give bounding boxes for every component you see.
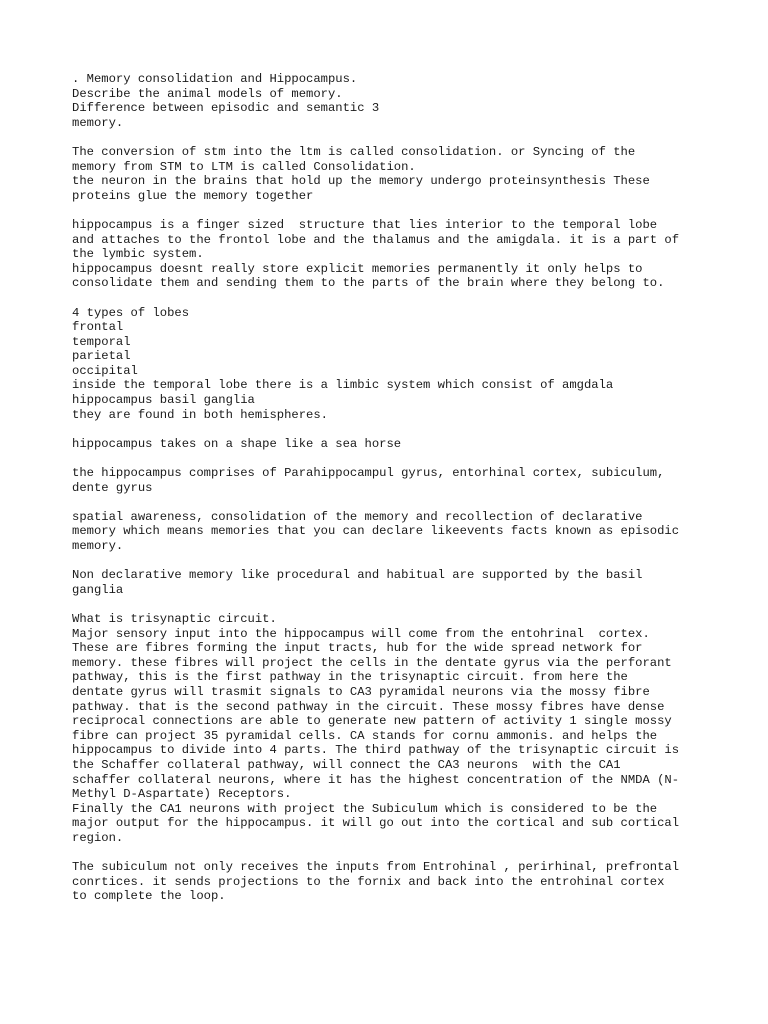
paragraph xyxy=(72,145,728,203)
text-line: These are fibres forming the input tracts, hub for the wide spread network for xyxy=(72,641,643,656)
text-line: The conversion of stm into the ltm is called consolidation. or Syncing of the xyxy=(72,144,636,159)
text-line: the Schaffer collateral pathway, will connect the CA3 neurons with the CA1 xyxy=(72,757,621,772)
text-line: Difference between episodic and semantic 3 xyxy=(72,101,380,116)
text-line: the neuron in the brains that hold up the memory undergo proteinsynthesis These xyxy=(72,174,650,189)
text-line: hippocampus is a finger sized structure that lies interior to the temporal lobe xyxy=(72,217,658,232)
text-line: hippocampus takes on a shape like a sea horse xyxy=(72,436,402,451)
text-line: conrtices. it sends projections to the fornix and back into the entrohinal cortex xyxy=(72,874,665,889)
paragraph xyxy=(72,306,728,423)
text-line: major output for the hippocampus. it will go out into the cortical and sub cortical xyxy=(72,816,680,831)
text-line: Major sensory input into the hippocampus will come from the entohrinal cortex. xyxy=(72,626,650,641)
paragraph xyxy=(72,860,728,904)
text-line: dente gyrus xyxy=(72,480,153,495)
text-line: temporal xyxy=(72,334,131,349)
paragraph xyxy=(72,218,728,291)
paragraph xyxy=(72,510,728,554)
text-line: the hippocampus comprises of Parahippocampul gyrus, entorhinal cortex, subiculum, xyxy=(72,466,665,481)
text-line: occipital xyxy=(72,363,138,378)
text-line: memory. these fibres will project the cells in the dentate gyrus via the perforant xyxy=(72,655,672,670)
text-line: to complete the loop. xyxy=(72,889,226,904)
document-body xyxy=(72,72,728,904)
text-line: Methyl D-Aspartate) Receptors. xyxy=(72,787,292,802)
text-line: memory. xyxy=(72,115,124,130)
text-line: region. xyxy=(72,830,124,845)
text-line: memory from STM to LTM is called Consolidation. xyxy=(72,159,416,174)
text-line: Describe the animal models of memory. xyxy=(72,86,343,101)
text-line: The subiculum not only receives the inputs from Entrohinal , perirhinal, prefrontal xyxy=(72,860,680,875)
text-line: schaffer collateral neurons, where it has the highest concentration of the NMDA (N- xyxy=(72,772,680,787)
text-line: hippocampus to divide into 4 parts. The third pathway of the trisynaptic circuit is xyxy=(72,743,680,758)
text-line: What is trisynaptic circuit. xyxy=(72,611,277,626)
text-line: dentate gyrus will trasmit signals to CA3 pyramidal neurons via the mossy fibre xyxy=(72,684,650,699)
text-line: Non declarative memory like procedural and habitual are supported by the basil xyxy=(72,568,643,583)
text-line: pathway. that is the second pathway in the circuit. These mossy fibres have dense xyxy=(72,699,665,714)
text-line: parietal xyxy=(72,349,131,364)
text-line: . Memory consolidation and Hippocampus. xyxy=(72,72,358,86)
text-line: ganglia xyxy=(72,582,124,597)
text-line: frontal xyxy=(72,320,124,335)
paragraph xyxy=(72,568,728,597)
text-line: fibre can project 35 pyramidal cells. CA stands for cornu ammonis. and helps the xyxy=(72,728,658,743)
paragraph xyxy=(72,72,728,130)
text-line: 4 types of lobes xyxy=(72,305,190,320)
paragraph xyxy=(72,437,728,452)
text-line: reciprocal connections are able to generate new pattern of activity 1 single mossy xyxy=(72,714,672,729)
text-line: consolidate them and sending them to the parts of the brain where they belong to. xyxy=(72,276,665,291)
paragraph xyxy=(72,612,728,846)
paragraph xyxy=(72,466,728,495)
text-line: they are found in both hemispheres. xyxy=(72,407,328,422)
text-line: the lymbic system. xyxy=(72,247,204,262)
text-line: pathway, this is the first pathway in the trisynaptic circuit. from here the xyxy=(72,670,628,685)
text-line: proteins glue the memory together xyxy=(72,188,314,203)
text-line: memory which means memories that you can declare likeevents facts known as episodic xyxy=(72,524,680,539)
text-line: memory. xyxy=(72,539,124,553)
text-line: hippocampus doesnt really store explicit memories permanently it only helps to xyxy=(72,261,643,276)
text-line: Finally the CA1 neurons with project the Subiculum which is considered to be the xyxy=(72,801,658,816)
text-line: spatial awareness, consolidation of the memory and recollection of declarative xyxy=(72,509,643,524)
text-line: hippocampus basil ganglia xyxy=(72,393,255,408)
text-line: and attaches to the frontol lobe and the thalamus and the amigdala. it is a part of xyxy=(72,232,680,247)
text-line: inside the temporal lobe there is a limbic system which consist of amgdala xyxy=(72,378,614,393)
